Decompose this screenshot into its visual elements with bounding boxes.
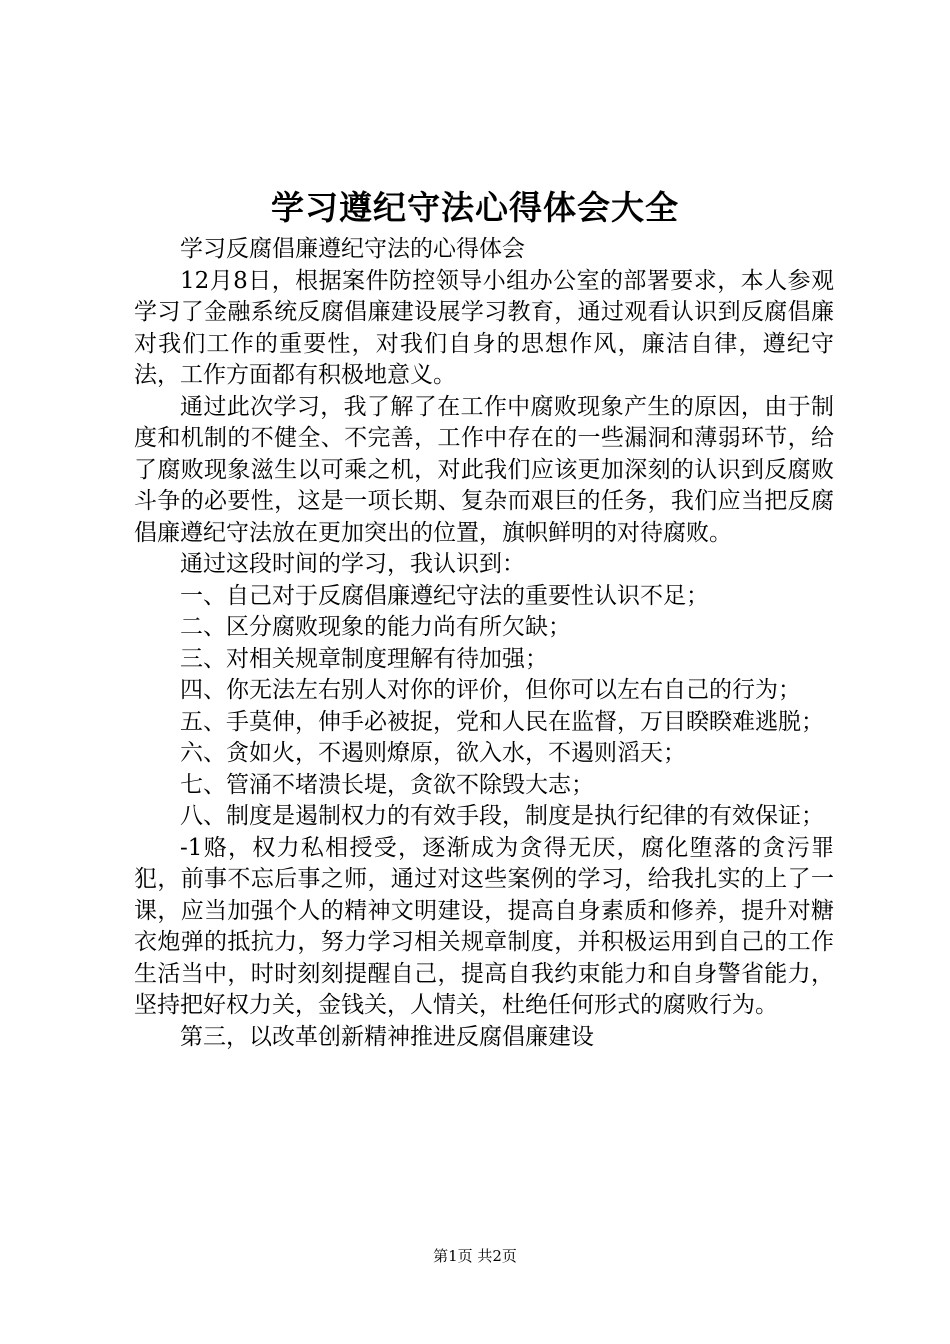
- paragraph: 第三，以改革创新精神推进反腐倡廉建设: [180, 1023, 594, 1050]
- paragraph: 四、你无法左右别人对你的评价，但你可以左右自己的行为；: [180, 677, 801, 703]
- paragraph: 六、贪如火，不遏则燎原，欲入水，不遏则滔天；: [180, 740, 686, 766]
- paragraph: 通过此次学习，我了解了在工作中腐败现象产生的原因，由于制度和机制的不健全、不完善，工作中存在的一些漏洞和薄弱环节，给了腐败现象滋生以可乘之机，对此我们应该更加深刻的认识到反腐败斗争的必要性，这是一项长期、复杂而艰巨的任务，我们应当把反腐倡廉遵纪守法放在更加突出的位置，旗帜鲜明的对待腐败。: [134, 393, 834, 546]
- page-footer: 第1页 共2页: [433, 1247, 517, 1265]
- paragraph: 七、管涌不堵溃长堤，贪欲不除毁大志；: [180, 771, 594, 798]
- document-title: 学习遵纪守法心得体会大全: [271, 188, 679, 227]
- paragraph: 五、手莫伸，伸手必被捉，党和人民在监督，万目睽睽难逃脱；: [180, 708, 824, 735]
- paragraph: 12月8日，根据案件防控领导小组办公室的部署要求，本人参观学习了金融系统反腐倡廉建设展学习教育，通过观看认识到反腐倡廉对我们工作的重要性，对我们自身的思想作风，廉洁自律，遵纪守法，工作方面都有积极地意义。: [134, 267, 834, 388]
- paragraph: 二、区分腐败现象的能力尚有所欠缺；: [180, 614, 571, 640]
- paragraph: 三、对相关规章制度理解有待加强；: [180, 645, 548, 672]
- paragraph: 学习反腐倡廉遵纪守法的心得体会: [180, 236, 525, 262]
- paragraph: -1赂，权力私相授受，逐渐成为贪得无厌，腐化堕落的贪污罪犯，前事不忘后事之师，通过对这些案例的学习，给我扎实的上了一课，应当加强个人的精神文明建设，提高自身素质和修养，提升对糖衣炮弹的抵抗力，努力学习相关规章制度，并积极运用到自己的工作生活当中，时时刻刻提醒自己，提高自我约束能力和自身警省能力，坚持把好权力关，金钱关，人情关，杜绝任何形式的腐败行为。: [134, 834, 834, 1018]
- paragraph: 八、制度是遏制权力的有效手段，制度是执行纪律的有效保证；: [180, 803, 824, 829]
- paragraph: 一、自己对于反腐倡廉遵纪守法的重要性认识不足；: [180, 582, 709, 609]
- document-body: [134, 234, 834, 1053]
- paragraph: 通过这段时间的学习，我认识到：: [180, 551, 525, 577]
